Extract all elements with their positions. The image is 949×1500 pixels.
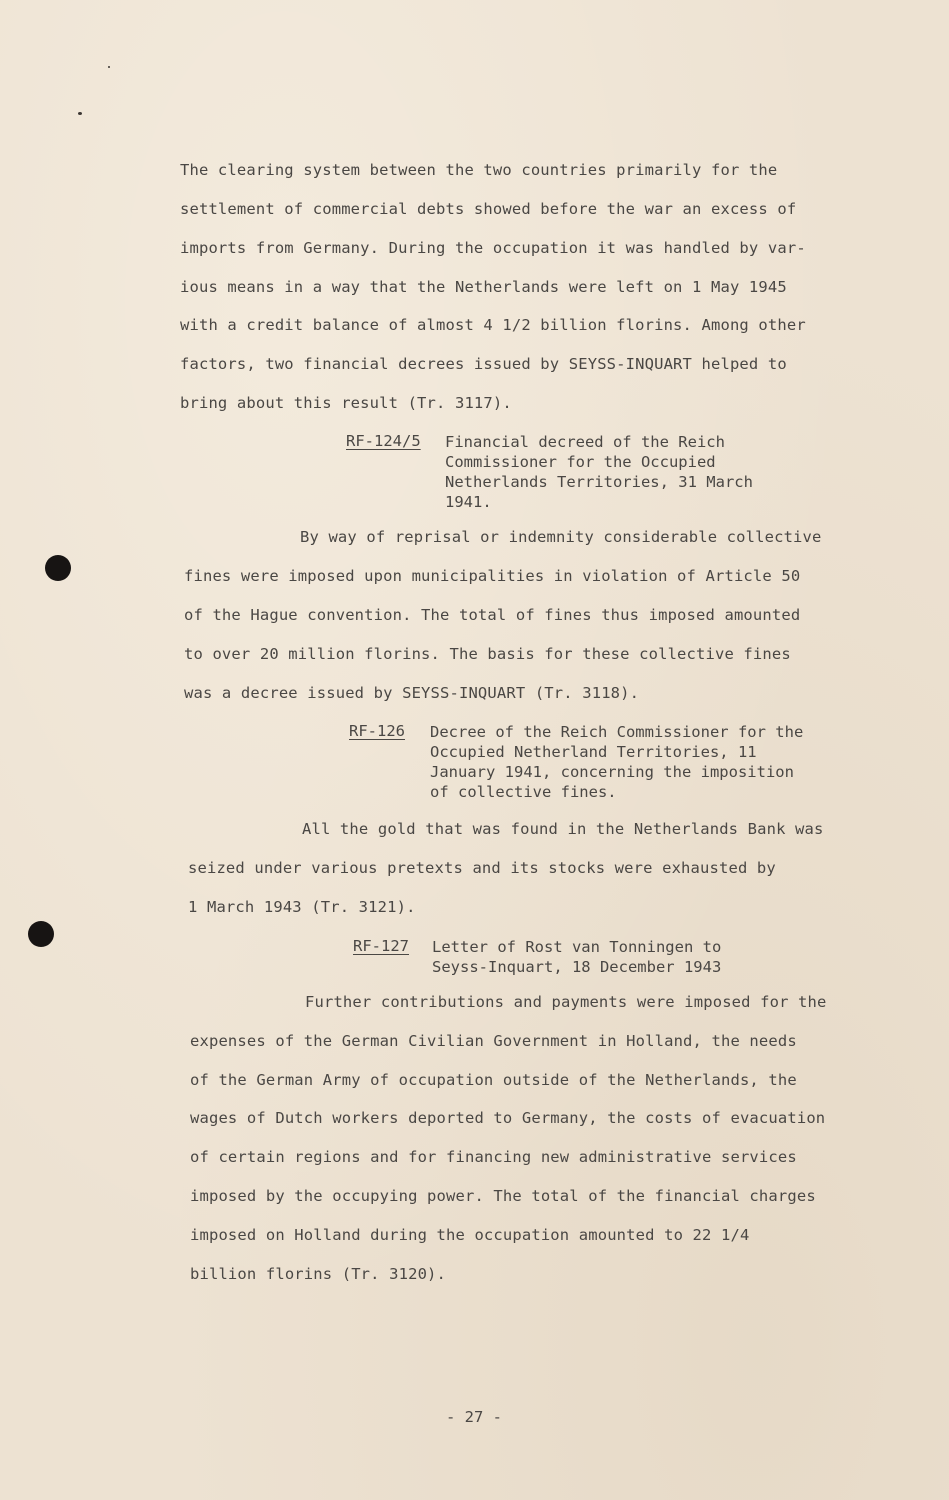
exhibit-description-line: 1941. [445, 493, 492, 511]
paragraph-4-line: billion florins (Tr. 3120). [190, 1265, 447, 1283]
page-number: - 27 - [446, 1408, 502, 1426]
paragraph-4-line: of the German Army of occupation outside of the Netherlands, the [190, 1071, 797, 1089]
exhibit-description-line: Seyss-Inquart, 18 December 1943 [432, 958, 722, 976]
punch-hole-upper [45, 555, 71, 581]
exhibit-description-line: Decree of the Reich Commissioner for the [430, 723, 804, 741]
exhibit-description-line: of collective fines. [430, 783, 617, 801]
paragraph-1-line: ious means in a way that the Netherlands were left on 1 May 1945 [180, 278, 787, 296]
paragraph-4-line: Further contributions and payments were imposed for the [305, 993, 827, 1011]
paragraph-1-line: imports from Germany. During the occupation it was handled by var- [180, 239, 806, 257]
paragraph-2-line: fines were imposed upon municipalities in violation of Article 50 [184, 567, 801, 585]
exhibit-description-line: Netherlands Territories, 31 March [445, 473, 753, 491]
paragraph-1-line: The clearing system between the two countries primarily for the [180, 161, 778, 179]
paragraph-4-line: imposed by the occupying power. The total of the financial charges [190, 1187, 816, 1205]
exhibit-description-line: Financial decreed of the Reich [445, 433, 725, 451]
exhibit-description-line: Commissioner for the Occupied [445, 453, 716, 471]
paragraph-1-line: settlement of commercial debts showed before the war an excess of [180, 200, 797, 218]
exhibit-id: RF-124/5 [346, 432, 421, 450]
paragraph-4-line: wages of Dutch workers deported to Germany, the costs of evacuation [190, 1109, 826, 1127]
paragraph-1-line: bring about this result (Tr. 3117). [180, 394, 512, 412]
exhibit-description [445, 432, 753, 512]
paragraph-3-line: All the gold that was found in the Netherlands Bank was [302, 820, 824, 838]
paragraph-2-line: of the Hague convention. The total of fines thus imposed amounted [184, 606, 801, 624]
exhibit-description-line: Letter of Rost van Tonningen to [432, 938, 722, 956]
exhibit-id: RF-127 [353, 937, 409, 955]
exhibit-description-line: Occupied Netherland Territories, 11 [430, 743, 757, 761]
exhibit-description [432, 937, 721, 977]
paper-speck [78, 112, 82, 115]
exhibit-id: RF-126 [349, 722, 405, 740]
paragraph-4-line: expenses of the German Civilian Government in Holland, the needs [190, 1032, 797, 1050]
paper-speck [108, 66, 110, 68]
paragraph-3-line: 1 March 1943 (Tr. 3121). [188, 898, 416, 916]
paragraph-4-line: imposed on Holland during the occupation amounted to 22 1/4 [190, 1226, 750, 1244]
paragraph-1-line: with a credit balance of almost 4 1/2 billion florins. Among other [180, 316, 806, 334]
paragraph-1-line: factors, two financial decrees issued by SEYSS-INQUART helped to [180, 355, 787, 373]
paragraph-4-line: of certain regions and for financing new administrative services [190, 1148, 797, 1166]
paragraph-2-line: By way of reprisal or indemnity considerable collective [300, 528, 822, 546]
paragraph-3-line: seized under various pretexts and its stocks were exhausted by [188, 859, 776, 877]
exhibit-description-line: January 1941, concerning the imposition [430, 763, 794, 781]
paragraph-2-line: was a decree issued by SEYSS-INQUART (Tr. 3118). [184, 684, 640, 702]
punch-hole-lower [28, 921, 54, 947]
exhibit-description [430, 722, 803, 802]
paragraph-2-line: to over 20 million florins. The basis for these collective fines [184, 645, 791, 663]
